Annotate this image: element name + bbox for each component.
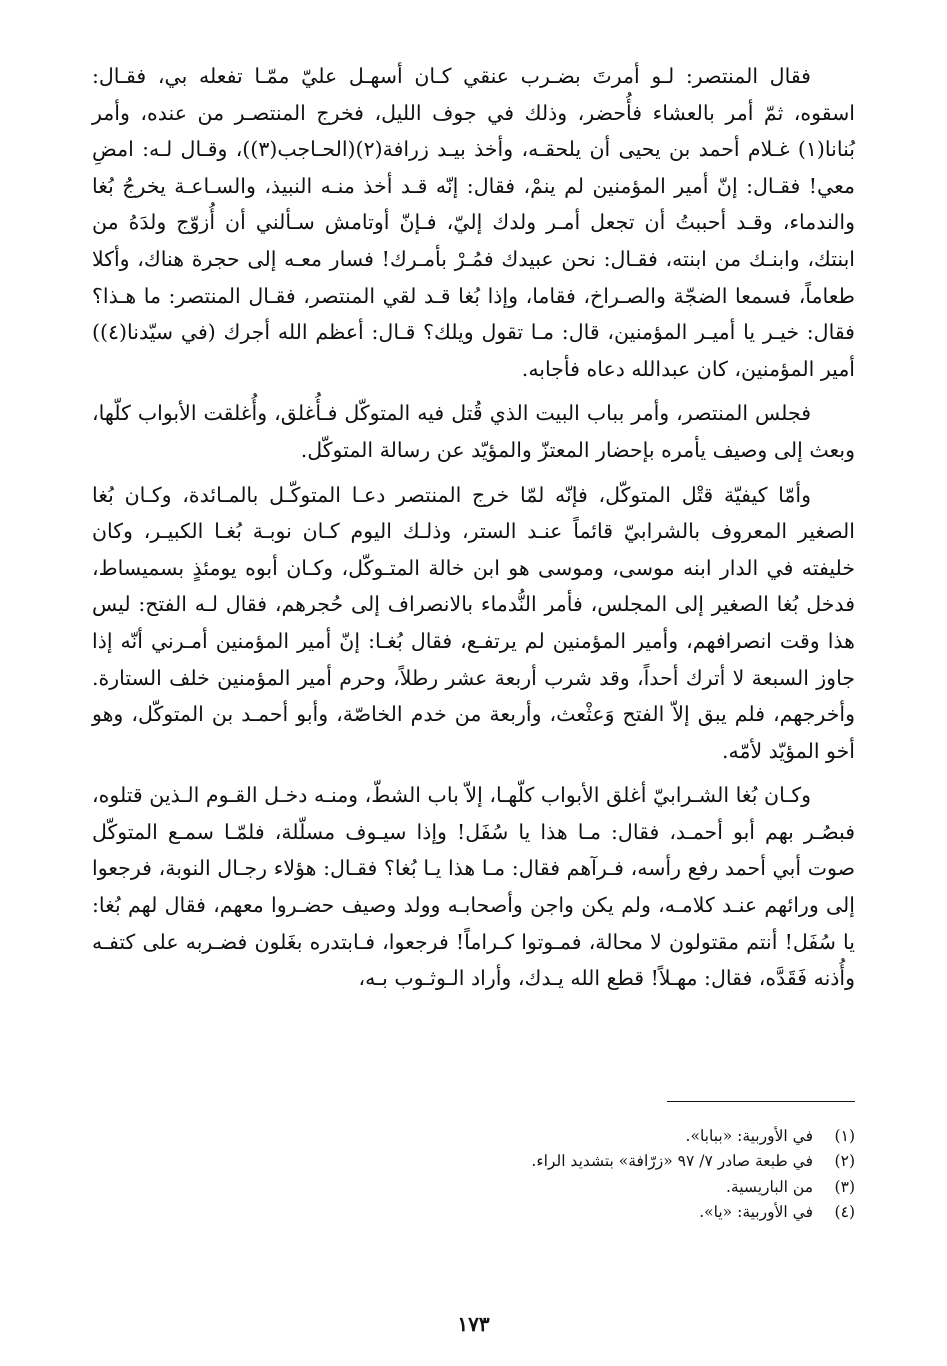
footnote-item (92, 1124, 855, 1149)
footnote-number: (٣) (834, 1177, 855, 1196)
footnote-text: في الأوربية: «يا». (699, 1202, 813, 1221)
footnotes (92, 1124, 855, 1225)
footnote-divider (667, 1101, 855, 1102)
footnote-number: (٤) (834, 1202, 855, 1221)
paragraph-1: فقال المنتصر: لـو أمرتَ بضـرب عنقي كـان أسهـل عليّ ممّـا تفعله بي، فقـال: اسقوه، ثمّ أمر بالعشاء فأُحضر، وذلك في جوف الليل، فخرج المنتصـر من عنده، وأمر بُنانا(١) غـلام أحمد بن يحيى أن يلحقـه، وأخذ بيـد زرافة(٢)(الحـاجب(٣))، وقـال لـه: امضِ معي! فقـال: إنّ أمير المؤمنين لم ينمْ، فقال: إنّه قـد أخذ منـه النبيذ، والسـاعـة يخرجُ بُغا والندماء، وقـد أحببتُ أن تجعل أمـر ولدك إليّ، فـإنّ أوتامش سـألني أن أُزوّج ولدَهُ من ابنتك، وابنـك من ابنته، فقـال: نحن عبيدك فمُـرْ بأمـرك! فسار معـه إلى حجرة هناك، وأكلا طعاماً، فسمعا الضجّة والصـراخ، فقاما، وإذا بُغا قـد لقي المنتصر، فقـال المنتصر: ما هـذا؟ فقال: خيـر يا أميـر المؤمنين، قال: مـا تقول ويلك؟ قـال: أعظم الله أجرك (في سيّدنا(٤)) أمير المؤمنين، كان عبدالله دعاه فأجابه. (92, 64, 855, 381)
footnote-item (92, 1200, 855, 1225)
footnote-number: (١) (834, 1127, 855, 1145)
paragraph-3: وأمّا كيفيّة قتْل المتوكّل، فإنّه لمّا خرج المنتصر دعـا المتوكّـل بالمـائدة، وكـان بُغا الصغير المعروف بالشرابيّ قائماً عنـد الستر، وذلـك اليوم كـان نوبـة بُغـا الكبيـر، وكان خليفته في الدار ابنه موسى، وموسى هو ابن خالة المتـوكّل، وكـان أبوه يومئذٍ بسميساط، فدخل بُغا الصغير إلى المجلس، فأمر النُّدماء بالانصراف إلى حُجرهم، فقال لـه الفتح: ليس هذا وقت انصرافهم، وأمير المؤمنين لم يرتفـع، فقال بُغـا: إنّ أمير المؤمنين أمـرني أنّه إذا جاوز السبعة لا أترك أحداً، وقد شرب أربعة عشر رطلاً، وحرم أمير المؤمنين خلف الستارة. وأخرجهم، فلم يبق إلاّ الفتح وَعثْعث، وأربعة من خدم الخاصّة، وأبو أحمـد بن المتوكّل، وهو أخو المؤيّد لأمّه. (92, 482, 855, 763)
footnote-text: في الأوربية: «ببابا». (685, 1127, 813, 1145)
page-number: ١٧٣ (457, 1312, 490, 1336)
footnote-text: من الباريسية. (726, 1177, 813, 1196)
main-text (92, 58, 855, 1005)
paragraph-2: فجلس المنتصر، وأمر بباب البيت الذي قُتل فيه المتوكّل فـأُغلق، وأُغلقت الأبواب كلّها، وبعث إلى وصيف يأمره بإحضار المعتزّ والمؤيّد عن رسالة المتوكّل. (92, 401, 855, 462)
footnote-item (92, 1149, 855, 1174)
paragraph-4: وكـان بُغا الشـرابيّ أغلق الأبواب كلّهـا، إلاّ باب الشطّ، ومنـه دخـل القـوم الـذين قتلوه، فبصُـر بهم أبو أحمـد، فقال: مـا هذا يا سُفَل! وإذا سيـوف مسلّلة، فلمّـا سمـع المتوكّل صوت أبي أحمد رفع رأسه، فـرآهم فقال: مـا هذا يـا بُغا؟ فقـال: هؤلاء رجـال النوبة، فرجعوا إلى ورائهم عنـد كلامـه، ولم يكن واجن وأصحابـه وولد وصيف حضـروا معهم، فقال لهم بُغا: يا سُفَل! أنتم مقتولون لا محالة، فمـوتوا كـراماً! فرجعوا، فـابتدره بغَلون فضـربه على كتفـه وأُذنه فَقَدَّه، فقال: مهـلاً! قطع الله يـدك، وأراد الـوثـوب بـه، (92, 783, 856, 991)
footnote-item (92, 1175, 855, 1200)
footnote-number: (٢) (834, 1152, 855, 1171)
footnote-text: في طبعة صادر ٧/ ٩٧ «زرّافة» بتشديد الراء. (531, 1152, 813, 1171)
